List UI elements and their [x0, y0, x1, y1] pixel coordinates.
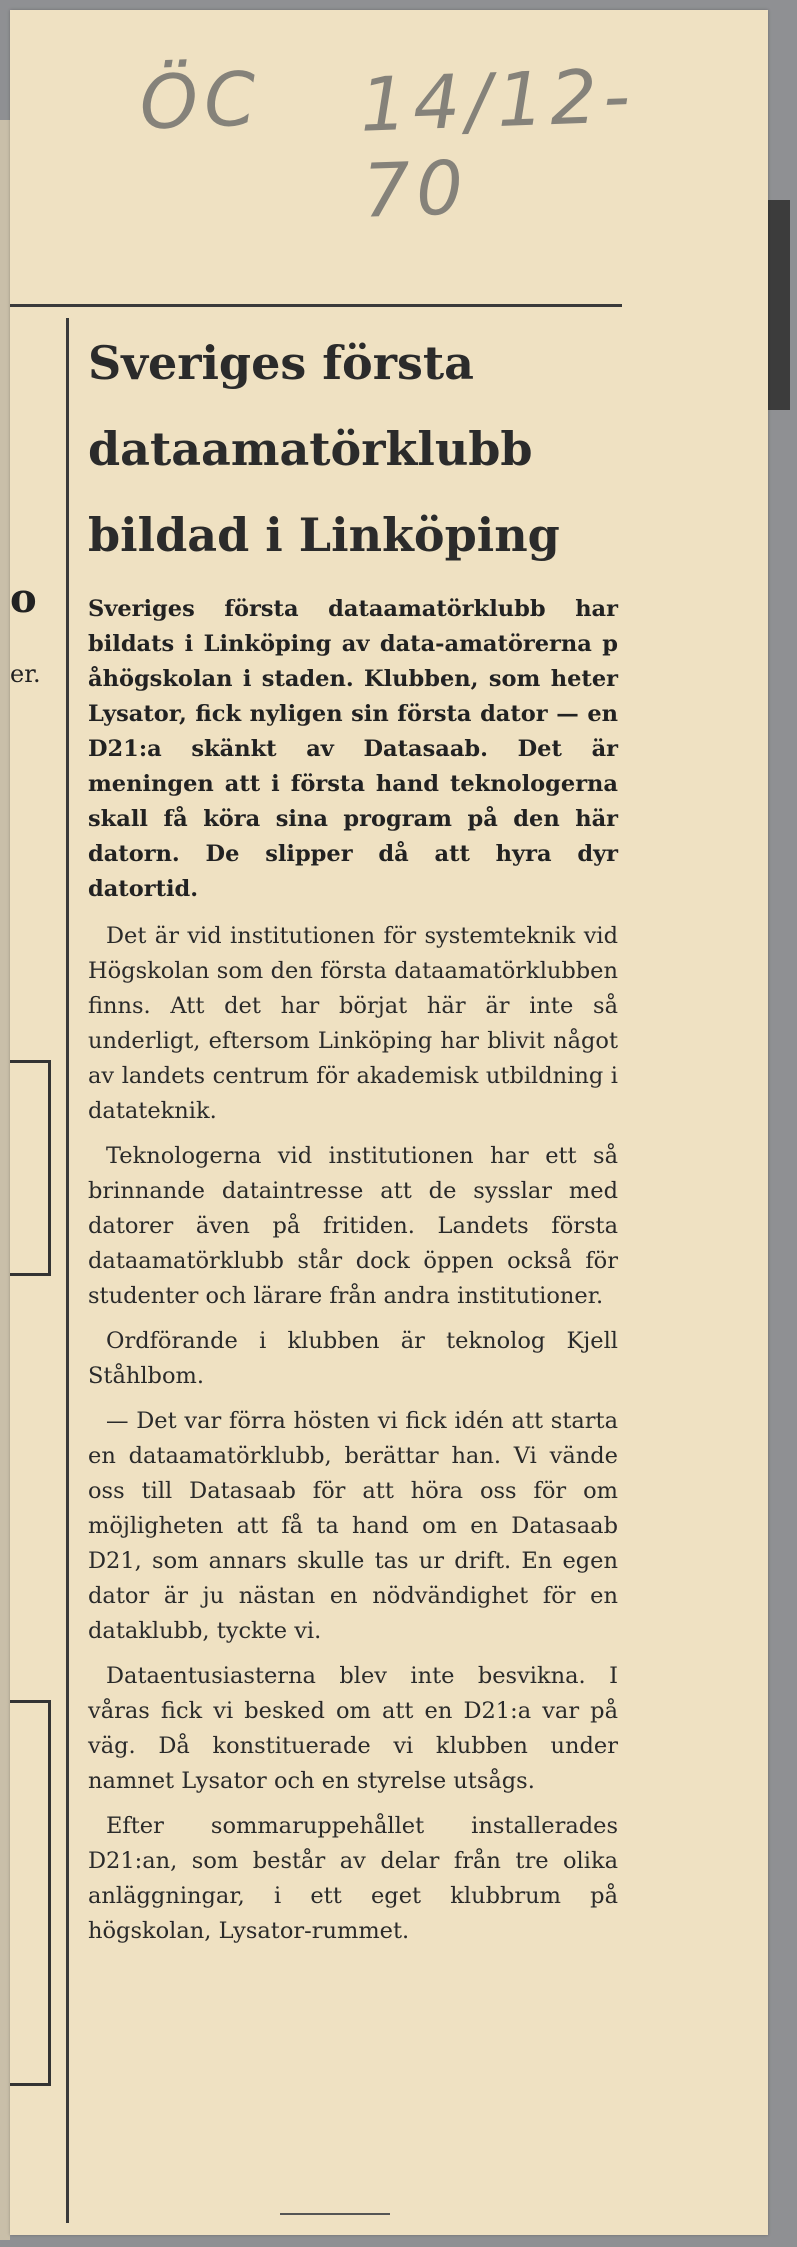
headline-line: dataamatörklubb [88, 422, 533, 476]
handwritten-note [138, 30, 742, 235]
article-paragraph: — Det var förra hösten vi fick idén att starta en dataamatörklubb, berättar han. Vi vände oss till Datasaab för att höra oss för om möjligheten att få ta hand om en Datasaab D21, som annars skulle tas ur drift. En egen dator är ju nästan en nödvändighet för en dataklubb, tyckte vi. [88, 1408, 618, 1644]
adjacent-column-box [10, 1700, 51, 2086]
header-rule [10, 304, 622, 307]
article-paragraph: Dataentusiasterna blev inte besvikna. I våras fick vi besked om att en D21:a var på väg. Då konstituerade vi klubben under namnet Lysator och en styrelse utsågs. [88, 1663, 618, 1794]
end-rule [280, 2213, 390, 2215]
article-lead: Sveriges första dataamatörklubb har bildats i Linköping av data-amatörerna p åhögskolan i staden. Klubben, som heter Lysator, fick nyligen sin första dator — en D21:a skänkt av Datasaab. Det är meningen att i första hand teknologerna skall få köra sina program på den här datorn. De slipper då att hyra dyr datortid. [88, 596, 618, 902]
headline-line: Sveriges första [88, 336, 474, 390]
adjacent-column-box [10, 1060, 51, 1276]
article [88, 320, 618, 1959]
handwritten-date: 14/12-70 [358, 53, 638, 235]
article-paragraph: Teknologerna vid institutionen har ett så brinnande dataintresse att de sysslar med datorer även på fritiden. Landets första dataamatörklubb står dock öppen också för studenter och lärare från andra institutioner. [88, 1143, 618, 1309]
article-paragraph: Det är vid institutionen för systemteknik vid Högskolan som den första dataamatörklubben finns. Att det har börjat här är inte så underligt, eftersom Linköping har blivit något av landets centrum för akademisk utbildning i datateknik. [88, 923, 618, 1124]
headline-line: bildad i Linköping [88, 508, 560, 562]
adjacent-column-fragment: er. [10, 660, 41, 688]
adjacent-column-fragment: o [10, 575, 37, 622]
article-paragraph: Ordförande i klubben är teknolog Kjell Ståhlbom. [88, 1328, 618, 1389]
scan-edge [0, 120, 10, 2240]
handwritten-initials: ÖC [138, 56, 264, 147]
article-headline [88, 320, 618, 578]
column-rule [66, 318, 69, 2223]
article-paragraph: Efter sommaruppehållet installerades D21:an, som består av delar från tre olika anläggningar, i ett eget klubbrum på högskolan, Lysator-rummet. [88, 1813, 618, 1944]
